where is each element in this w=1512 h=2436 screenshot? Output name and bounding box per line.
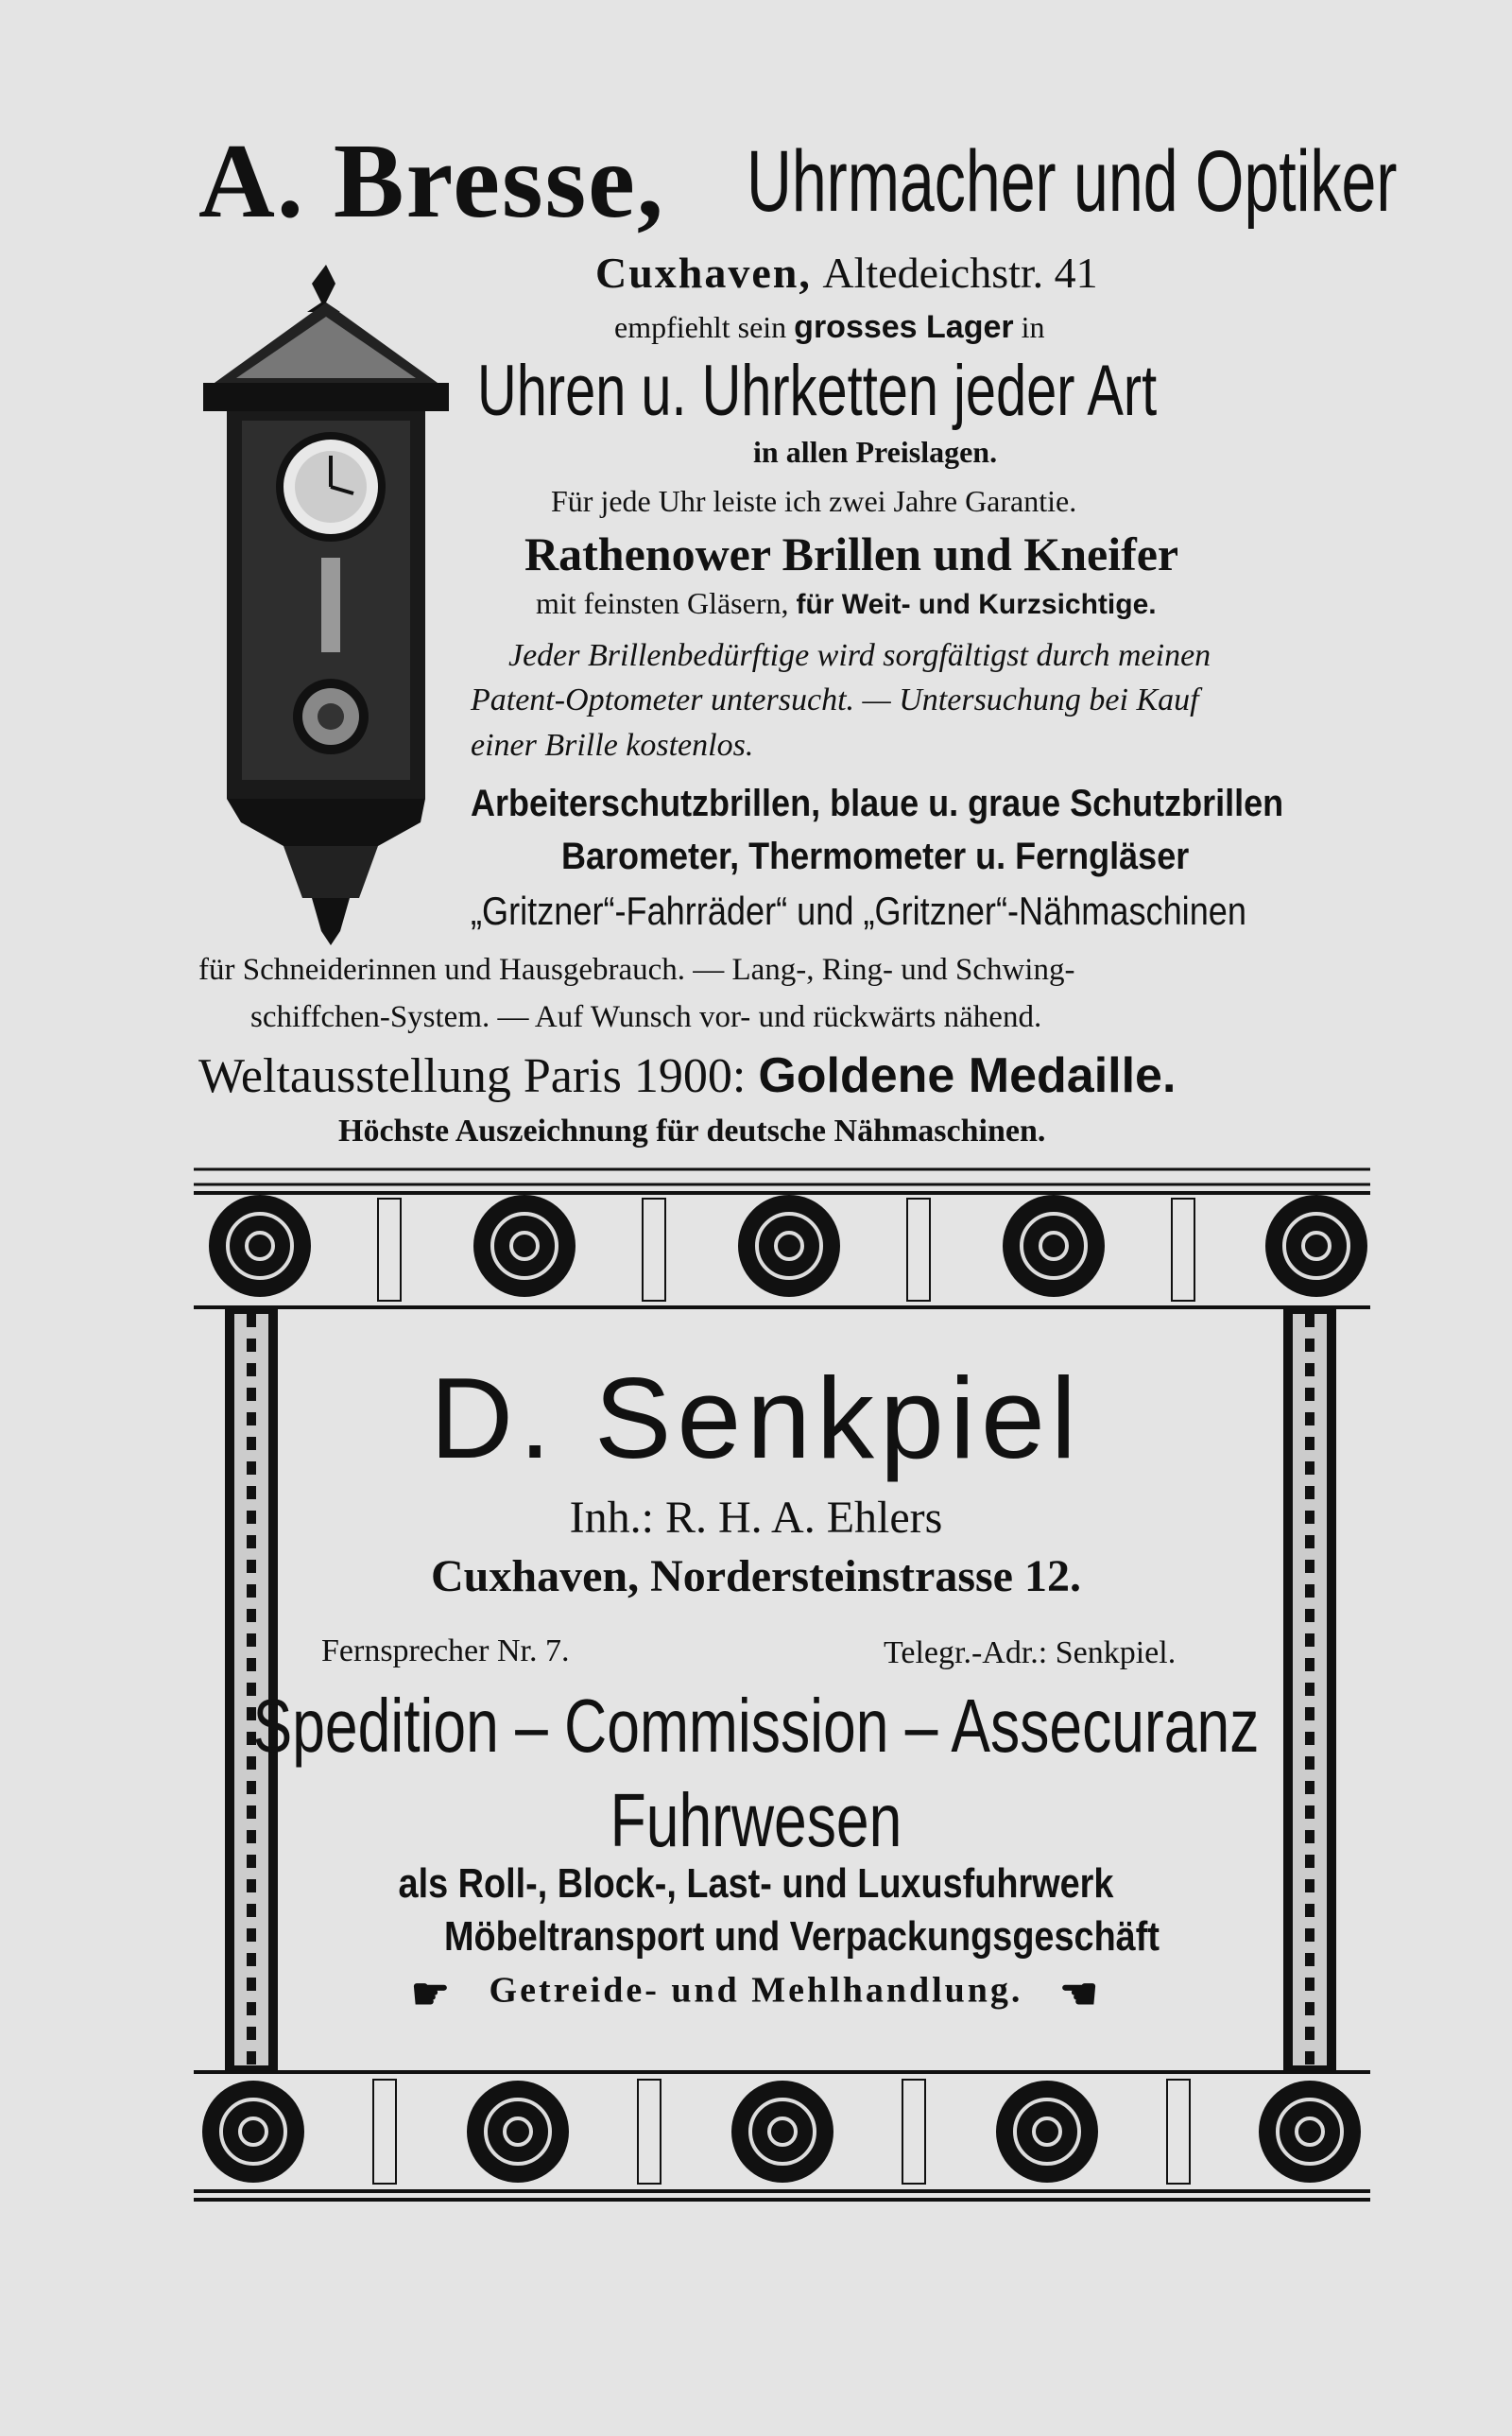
bresse-gritzner-line: „Gritzner“-Fahrräder“ und „Gritzner“-Nähmaschinen — [471, 889, 1246, 933]
senkpiel-address — [0, 1550, 1512, 1602]
senkpiel-grain: Getreide- und Mehlhandlung. — [489, 1970, 1023, 2011]
bresse-exam-line-2: Patent-Optometer untersucht. — Untersuchung bei Kauf — [471, 682, 1199, 717]
senkpiel-city: Cuxhaven, — [431, 1551, 640, 1601]
bresse-exam-line-3: einer Brille kostenlos. — [471, 728, 754, 763]
recommend-text-2: in — [1021, 310, 1045, 344]
bresse-price-range: in allen Preislagen. — [753, 435, 998, 469]
senkpiel-telegraph: Telegr.-Adr.: Senkpiel. — [884, 1635, 1177, 1670]
bresse-barometer-line: Barometer, Thermometer u. Ferngläser — [561, 836, 1190, 877]
senkpiel-phone: Fernsprecher Nr. 7. — [321, 1633, 570, 1668]
bresse-sewing-line-2: schiffchen-System. — Auf Wunsch vor- und rückwärts nähend. — [250, 1000, 1042, 1034]
senkpiel-street: Nordersteinstrasse 12. — [650, 1551, 1081, 1601]
wall-clock-illustration — [203, 265, 449, 945]
pointing-hand-left-icon: ☛ — [410, 1970, 454, 2018]
bresse-guarantee: Für jede Uhr leiste ich zwei Jahre Garantie. — [551, 484, 1077, 518]
paris-text: Weltausstellung Paris 1900: — [198, 1049, 747, 1103]
senkpiel-owner: Inh.: R. H. A. Ehlers — [569, 1493, 943, 1543]
lenses-text: mit feinsten Gläsern, — [536, 586, 789, 620]
bresse-exam-line-1: Jeder Brillenbedürftige wird sorgfältigst durch meinen — [508, 638, 1211, 673]
senkpiel-vehicles: als Roll-, Block-, Last- und Luxusfuhrwerk — [398, 1860, 1114, 1907]
bresse-trade: Uhrmacher und Optiker — [747, 133, 1398, 230]
senkpiel-services: Spedition – Commission – Assecuranz — [252, 1684, 1260, 1768]
pointing-hand-right-icon: ☚ — [1058, 1970, 1102, 2018]
senkpiel-moving: Möbeltransport und Verpackungsgeschäft — [444, 1913, 1160, 1960]
bresse-highest-award: Höchste Auszeichnung für deutsche Nähmaschinen. — [338, 1114, 1046, 1149]
bresse-street: Altedeichstr. 41 — [822, 249, 1098, 297]
bresse-lenses-line — [536, 586, 1157, 621]
bresse-name: A. Bresse, — [198, 123, 665, 240]
senkpiel-name: D. Senkpiel — [430, 1354, 1082, 1482]
bresse-recommend-line — [614, 309, 1045, 346]
bresse-sewing-line-1: für Schneiderinnen und Hausgebrauch. — Lang-, Ring- und Schwing- — [198, 953, 1075, 987]
senkpiel-grain-line — [0, 1968, 1512, 2019]
bresse-watches-headline: Uhren u. Uhrketten jeder Art — [477, 351, 1158, 431]
bresse-city: Cuxhaven, — [595, 249, 812, 297]
bresse-paris-award — [198, 1047, 1176, 1104]
bresse-glasses-headline: Rathenower Brillen und Kneifer — [524, 527, 1179, 580]
recommend-text-1: empfiehlt sein — [614, 310, 787, 344]
bresse-address — [595, 248, 1098, 298]
lenses-text-bold: für Weit- und Kurzsichtige. — [796, 589, 1157, 620]
paris-medal: Goldene Medaille. — [758, 1048, 1177, 1103]
bresse-safety-glasses: Arbeiterschutzbrillen, blaue u. graue Schutzbrillen — [471, 783, 1284, 824]
senkpiel-transport: Fuhrwesen — [610, 1778, 902, 1862]
recommend-text-bold: grosses Lager — [794, 309, 1014, 345]
